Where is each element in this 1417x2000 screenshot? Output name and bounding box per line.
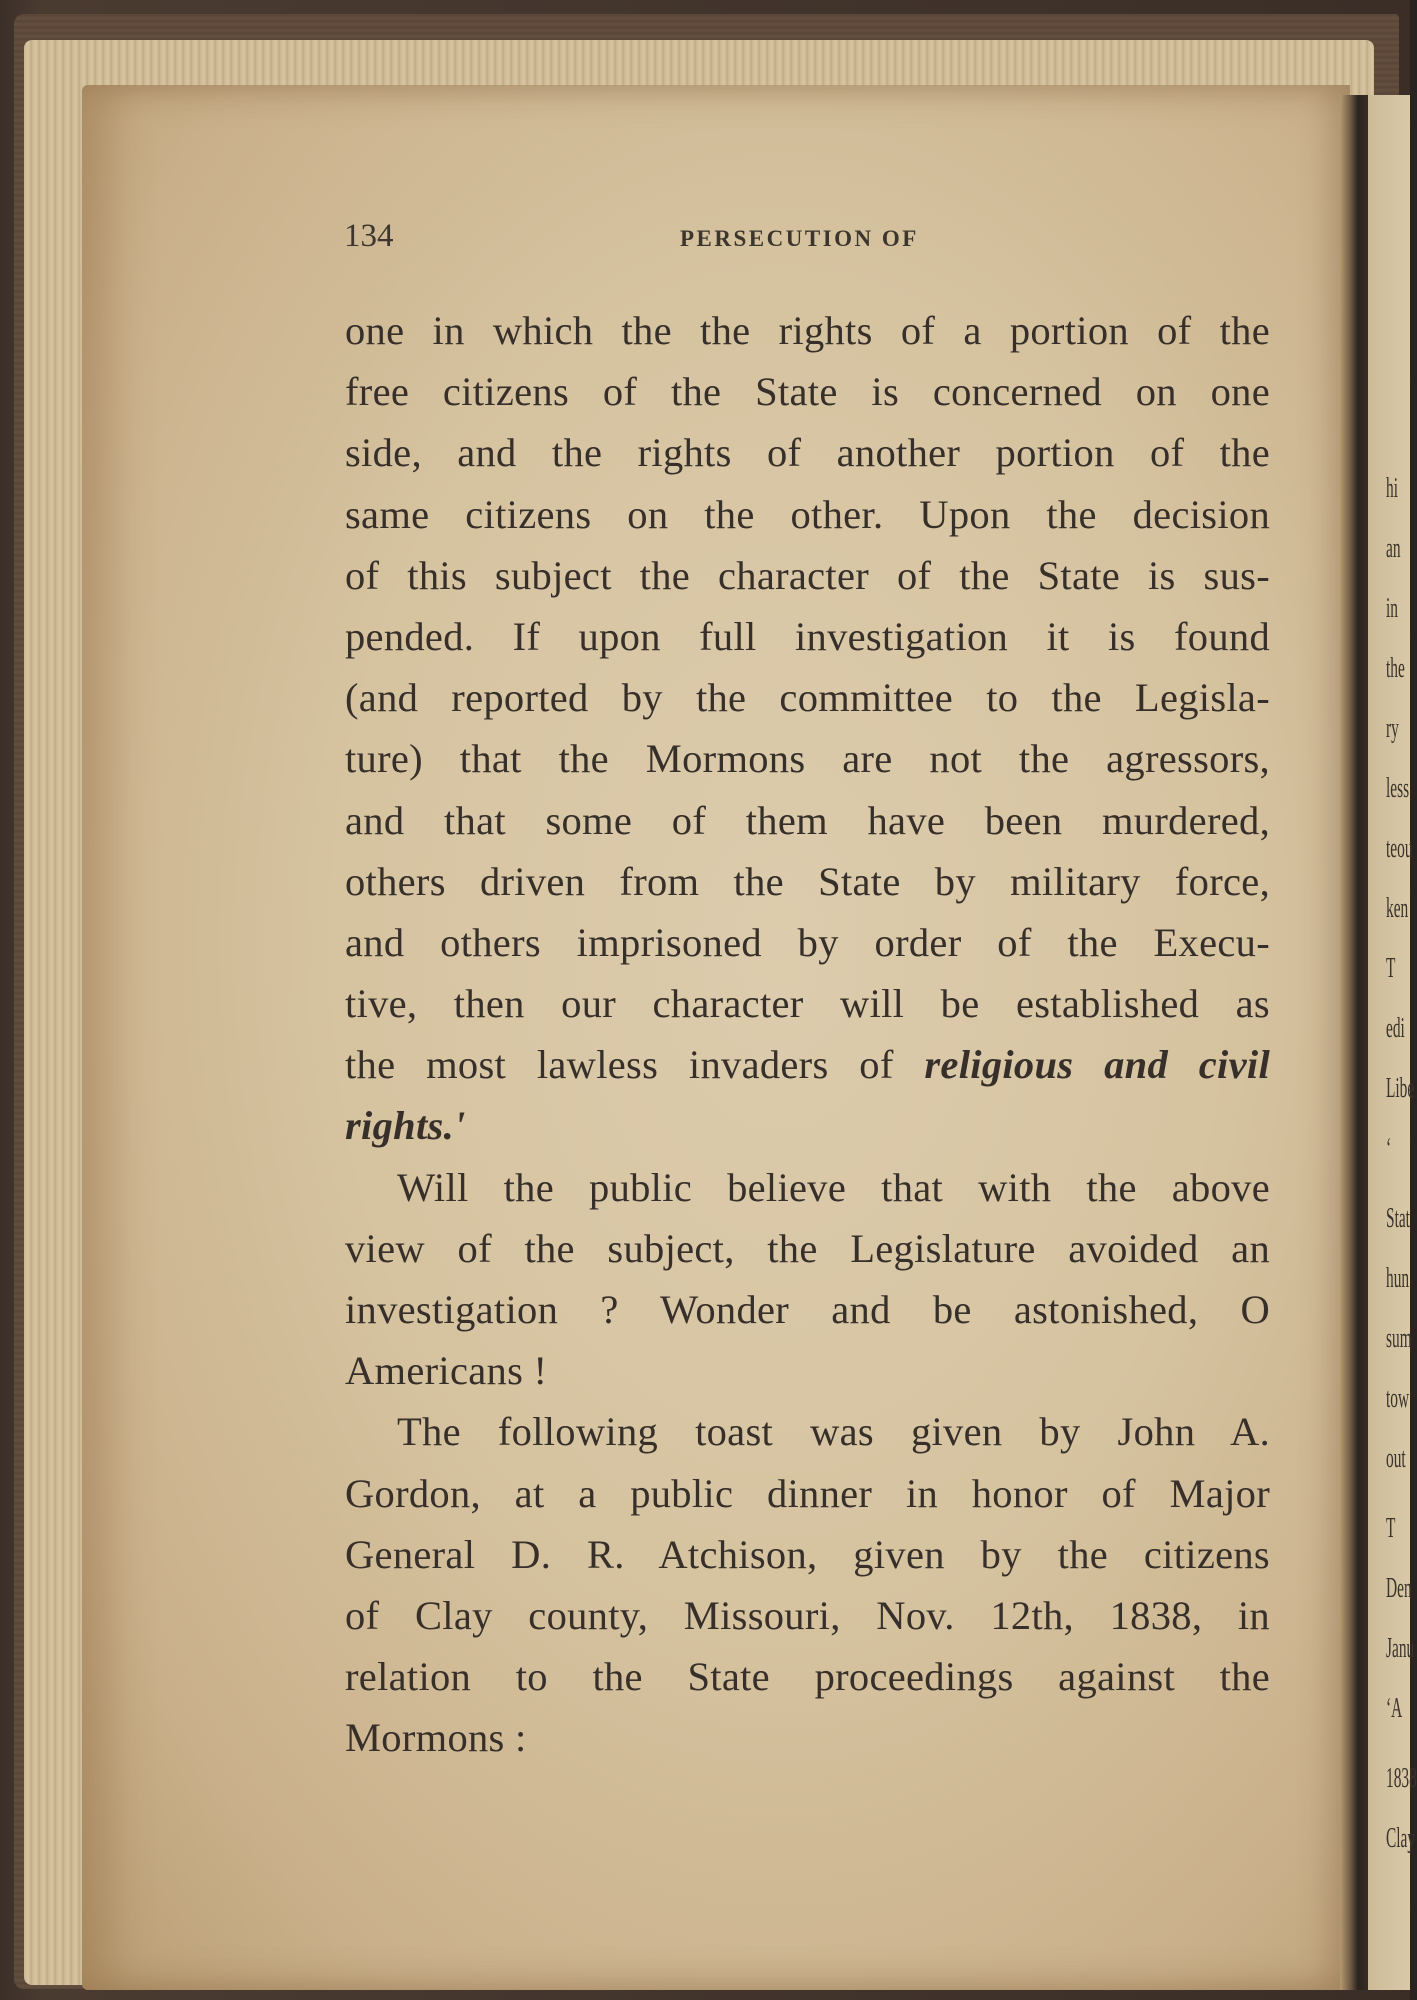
facing-page-fragment: ‘A — [1386, 1693, 1403, 1724]
text-line: Will the public believe that with the above — [397, 1164, 1270, 1210]
facing-page-fragment: hi — [1386, 473, 1398, 504]
facing-page-fragment: edi — [1386, 1013, 1405, 1044]
text-line: others driven from the State by military force, — [345, 858, 1270, 904]
text-line: and others imprisoned by order of the Execu- — [345, 919, 1270, 965]
facing-page-fragment: an — [1386, 533, 1401, 564]
text-line: relation to the State proceedings against the — [345, 1654, 1270, 1700]
page-number: 134 — [344, 218, 394, 254]
facing-page-fragment: 1838 — [1386, 1763, 1417, 1794]
facing-page-fragment: T — [1386, 953, 1396, 984]
facing-page-fragment: in — [1386, 593, 1398, 624]
facing-page-fragment: hun — [1386, 1263, 1410, 1294]
italic-phrase: religious and civil — [924, 1042, 1270, 1088]
text-line — [345, 1095, 1270, 1156]
text-line: investigation ? Wonder and be astonished, O — [345, 1287, 1270, 1332]
facing-page-fragment: Stat — [1386, 1203, 1410, 1234]
text-line: ture) that the Mormons are not the agressors, — [345, 736, 1270, 782]
text-line: Gordon, at a public dinner in honor of Major — [345, 1470, 1270, 1516]
facing-page-fragment: the — [1386, 653, 1405, 684]
facing-page-edge — [1368, 95, 1417, 1990]
text-line: pended. If upon full investigation it is found — [345, 613, 1270, 659]
text-line — [345, 1034, 1270, 1095]
text-line: (and reported by the committee to the Legisla- — [345, 675, 1270, 721]
book-gutter — [1340, 95, 1370, 1990]
facing-page-fragment: sum — [1386, 1323, 1412, 1354]
facing-page-fragment: Clay — [1386, 1823, 1416, 1854]
facing-page-fragment: teou — [1386, 833, 1413, 864]
text-line: of this subject the character of the State is sus- — [345, 552, 1270, 598]
facing-page-fragment: Libe — [1386, 1073, 1415, 1104]
facing-page-fragment: ‘ — [1386, 1133, 1392, 1164]
text-line: of Clay county, Missouri, Nov. 12th, 1838, in — [345, 1592, 1270, 1638]
facing-page-fragment: ken — [1386, 893, 1409, 924]
text-line: side, and the rights of another portion of the — [345, 430, 1270, 476]
text-line: The following toast was given by John A. — [397, 1409, 1270, 1455]
facing-page-fragment: out — [1386, 1443, 1406, 1474]
text-line: free citizens of the State is concerned on one — [345, 369, 1270, 415]
text-line: one in which the the rights of a portion of the — [345, 308, 1270, 353]
facing-page-fragment: less — [1386, 773, 1410, 804]
text-line: Mormons : — [345, 1715, 527, 1761]
text-line: view of the subject, the Legislature avoided an — [345, 1225, 1270, 1271]
facing-page-fragment: ry — [1386, 713, 1399, 744]
text-segment: the most lawless invaders of — [345, 1042, 925, 1088]
text-line: Americans ! — [345, 1348, 548, 1394]
italic-phrase: rights.' — [345, 1103, 466, 1149]
facing-page-fragment: T — [1386, 1513, 1396, 1544]
text-line: General D. R. Atchison, given by the citizens — [345, 1531, 1270, 1577]
text-line: same citizens on the other. Upon the decision — [345, 491, 1270, 537]
facing-page-fragment: Janu — [1386, 1633, 1415, 1664]
facing-page-fragment: tow — [1386, 1383, 1410, 1414]
text-line: tive, then our character will be established as — [345, 981, 1270, 1027]
text-line: and that some of them have been murdered, — [345, 797, 1270, 843]
running-head — [340, 218, 1280, 258]
facing-page-fragment: Den — [1386, 1573, 1412, 1604]
running-title: PERSECUTION OF — [680, 226, 919, 251]
body-text — [345, 300, 1270, 1769]
